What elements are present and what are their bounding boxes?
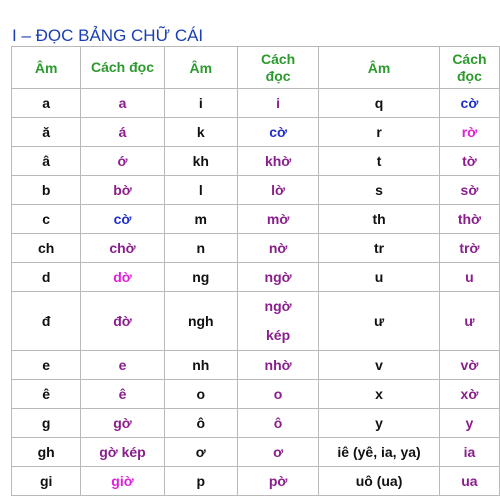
table-row [12,380,500,409]
letter-cell: ô [164,409,237,438]
pronunciation-line: kép [266,327,291,343]
header-am: Âm [319,47,440,89]
letter-cell: tr [319,234,440,263]
pronunciation-cell: chờ [81,234,164,263]
letter-cell: k [164,118,237,147]
pronunciation-cell: xờ [439,380,499,409]
letter-cell: th [319,205,440,234]
letter-cell: q [319,89,440,118]
header-am: Âm [164,47,237,89]
pronunciation-cell: ơ [237,438,318,467]
table-row [12,205,500,234]
pronunciation-cell: khờ [237,147,318,176]
pronunciation-cell: gờ [81,409,164,438]
pronunciation-line: ngờ [264,298,292,314]
pronunciation-cell: dờ [81,263,164,292]
pronunciation-cell: rờ [439,118,499,147]
pronunciation-cell: cờ [237,118,318,147]
letter-cell: e [12,351,81,380]
pronunciation-cell: ia [439,438,499,467]
letter-cell: v [319,351,440,380]
pronunciation-cell: ngờ [237,263,318,292]
pronunciation-cell: o [237,380,318,409]
table-row [12,234,500,263]
letter-cell: ă [12,118,81,147]
letter-cell: x [319,380,440,409]
table-row [12,147,500,176]
pronunciation-cell: nờ [237,234,318,263]
letter-cell: s [319,176,440,205]
pronunciation-cell: ớ [81,147,164,176]
table-row [12,467,500,496]
table-row [12,176,500,205]
table-row [12,89,500,118]
table-row [12,292,500,351]
pronunciation-cell: cờ [81,205,164,234]
pronunciation-cell: lờ [237,176,318,205]
letter-cell: a [12,89,81,118]
pronunciation-cell: e [81,351,164,380]
letter-cell: ê [12,380,81,409]
table-body [12,89,500,496]
letter-cell: b [12,176,81,205]
pronunciation-cell: ô [237,409,318,438]
letter-cell: r [319,118,440,147]
letter-cell: gh [12,438,81,467]
pronunciation-cell: pờ [237,467,318,496]
letter-cell: ư [319,292,440,351]
letter-cell: gi [12,467,81,496]
letter-cell: n [164,234,237,263]
pronunciation-cell: a [81,89,164,118]
letter-cell: g [12,409,81,438]
table-row [12,409,500,438]
letter-cell: u [319,263,440,292]
pronunciation-cell: á [81,118,164,147]
letter-cell: ơ [164,438,237,467]
page-title: I – ĐỌC BẢNG CHỮ CÁI [12,26,204,45]
header-cach-doc [439,47,499,89]
pronunciation-cell: ư [439,292,499,351]
pronunciation-cell: giờ [81,467,164,496]
table-row [12,118,500,147]
pronunciation-cell: bờ [81,176,164,205]
header-cach-doc-line1: Cách [452,50,487,67]
pronunciation-cell: thờ [439,205,499,234]
pronunciation-cell: gờ kép [81,438,164,467]
pronunciation-cell: đờ [81,292,164,351]
pronunciation-cell: tờ [439,147,499,176]
pronunciation-cell [237,292,318,351]
letter-cell: i [164,89,237,118]
letter-cell: ngh [164,292,237,351]
letter-cell: ng [164,263,237,292]
table-row [12,438,500,467]
header-cach-doc-line2: đọc [265,67,291,84]
letter-cell: m [164,205,237,234]
pronunciation-cell: u [439,263,499,292]
header-am: Âm [12,47,81,89]
letter-cell: o [164,380,237,409]
pronunciation-cell: cờ [439,89,499,118]
letter-cell: â [12,147,81,176]
header-cach-doc-line2: đọc [456,67,482,84]
letter-cell: y [319,409,440,438]
table-row [12,263,500,292]
letter-cell: nh [164,351,237,380]
header-cach-doc [237,47,318,89]
header-cach-doc: Cách đọc [81,47,164,89]
letter-cell: ch [12,234,81,263]
pronunciation-cell: y [439,409,499,438]
table-row [12,351,500,380]
pronunciation-cell: trờ [439,234,499,263]
letter-cell: đ [12,292,81,351]
table-header-row [12,47,500,89]
letter-cell: t [319,147,440,176]
pronunciation-cell: mờ [237,205,318,234]
header-cach-doc-line1: Cách [260,50,296,67]
pronunciation-cell: ê [81,380,164,409]
letter-cell: iê (yê, ia, ya) [319,438,440,467]
letter-cell: d [12,263,81,292]
letter-cell: c [12,205,81,234]
pronunciation-cell: ua [439,467,499,496]
letter-cell: l [164,176,237,205]
alphabet-table [11,46,500,496]
pronunciation-cell: vờ [439,351,499,380]
letter-cell: uô (ua) [319,467,440,496]
pronunciation-cell: nhờ [237,351,318,380]
pronunciation-cell: sờ [439,176,499,205]
letter-cell: p [164,467,237,496]
pronunciation-cell: i [237,89,318,118]
letter-cell: kh [164,147,237,176]
